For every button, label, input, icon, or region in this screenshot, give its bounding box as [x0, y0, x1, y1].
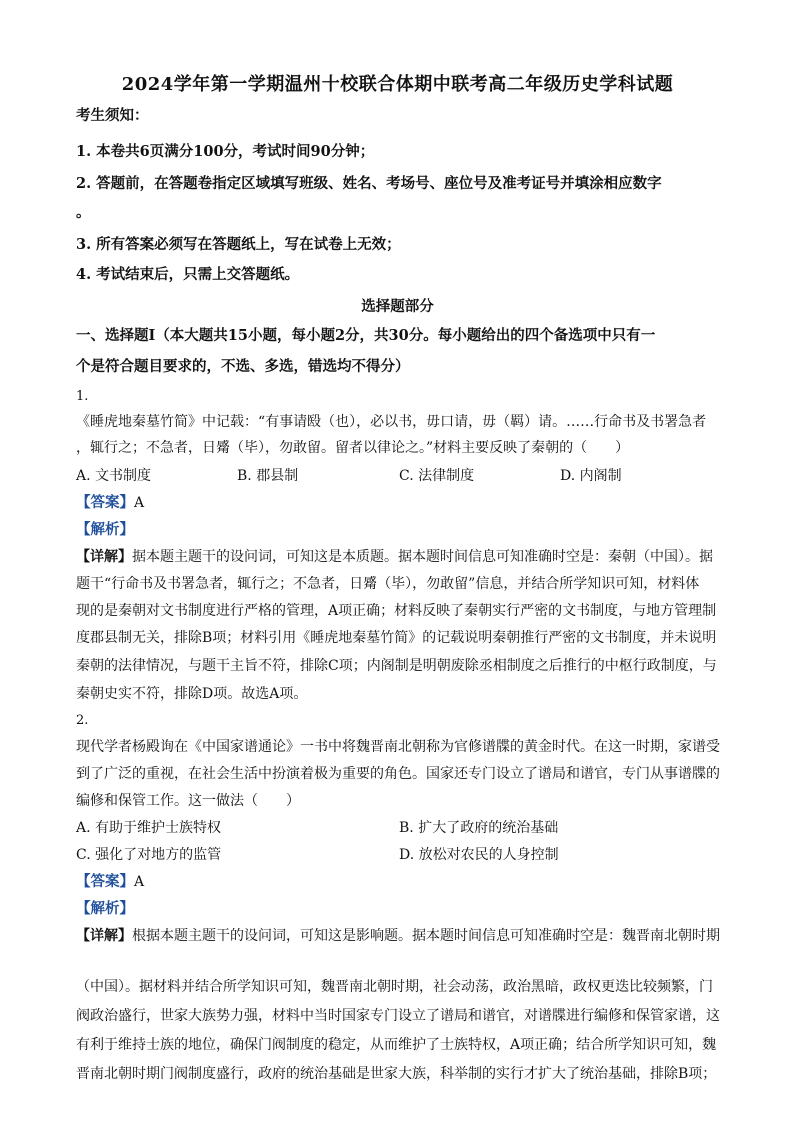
question-2-stem-line-3: 编修和保管工作。这一做法（ ）: [76, 793, 300, 809]
question-1-stem-line-1: 《睡虎地秦墓竹简》中记载：“有事请殹（也），必以书，毋口请，毋（羁）请。……行命书及书署急者: [76, 414, 707, 430]
question-2-number: 2.: [76, 713, 89, 728]
question-2-stem-line-2: 到了广泛的重视，在社会生活中扮演着极为重要的角色。国家还专门设立了谱局和谱官，专门从事谱牒的: [76, 766, 720, 782]
question-1-option-c: C. 法律制度: [399, 468, 475, 484]
question-1-option-a: A. 文书制度: [76, 468, 152, 484]
detail-text: 根据本题主题干的设问词，可知这是影响题。据本题时间信息可知准确时空是：魏晋南北朝时期: [132, 928, 720, 944]
question-2-option-a: A. 有助于维护士族特权: [76, 820, 222, 836]
question-2-analysis-tag: [76, 899, 134, 919]
analysis-tag: 【解析】: [76, 521, 134, 538]
question-1-option-b: B. 郡县制: [237, 468, 299, 484]
answer-tag: 【答案】: [76, 873, 134, 890]
detail-tag: 【详解】: [76, 928, 132, 944]
answer-value: A: [134, 874, 145, 890]
question-1-detail-line-6: 秦朝史实不符，排除D项。故选A项。: [76, 686, 308, 702]
question-1-detail-line-2: 题干“行命书及书署急者，辄行之；不急者，日觱（毕），勿敢留”信息，并结合所学知识可知，材料体: [76, 576, 700, 592]
question-1-detail-line-4: 度郡县制无关，排除B项；材料引用《睡虎地秦墓竹简》的记载说明秦朝推行严密的文书制度，并未说明: [76, 630, 717, 646]
section-instructions-line-2: 个是符合题目要求的，不选、多选，错选均不得分）: [76, 358, 410, 375]
question-1-detail-line-3: 现的是秦朝对文书制度进行严格的管理，A项正确；材料反映了秦朝实行严密的文书制度，与地方管理制: [76, 603, 717, 619]
answer-tag: 【答案】: [76, 494, 134, 511]
question-1-detail-line-5: 秦朝的法律情况，与题干主旨不符，排除C项；内阁制是明朝废除丞相制度之后推行的中枢行政制度，与: [76, 658, 717, 674]
question-2-detail-line-2: （中国）。据材料并结合所学知识可知，魏晋南北朝时期，社会动荡，政治黑暗，政权更迭比较频繁，门: [76, 979, 713, 995]
question-2-detail-line-3: 阀政治盛行，世家大族势力强，材料中当时国家专门设立了谱局和谱官，对谱牒进行编修和保管家谱，这: [76, 1008, 720, 1024]
question-2-option-c: C. 强化了对地方的监管: [76, 847, 222, 863]
section-instructions-line-1: 一、选择题Ⅰ（本大题共15小题，每小题2分，共30分。每小题给出的四个备选项中只有一: [76, 327, 656, 344]
question-1-analysis-tag: [76, 520, 134, 540]
notice-item-2-continued: 。: [76, 204, 91, 221]
question-1-number: 1.: [76, 389, 89, 404]
question-2-detail-line-1: [76, 926, 720, 946]
question-1-detail-line-1: [76, 547, 713, 567]
notice-item-3: 3. 所有答案必须写在答题纸上，写在试卷上无效；: [76, 236, 401, 253]
answer-value: A: [134, 495, 145, 511]
question-2-detail-line-4: 有利于维持士族的地位，确保门阀制度的稳定，从而维护了士族特权，A项正确；结合所学知识可知，魏: [76, 1037, 717, 1053]
page-title: 2024学年第一学期温州十校联合体期中联考高二年级历史学科试题: [121, 74, 674, 95]
notice-item-2: 2. 答题前，在答题卷指定区域填写班级、姓名、考场号、座位号及准考证号并填涂相应数字: [76, 175, 662, 192]
detail-text: 据本题主题干的设问词，可知这是本质题。据本题时间信息可知准确时空是：秦朝（中国）。据: [132, 549, 713, 565]
notice-item-1: 1. 本卷共6页满分100分，考试时间90分钟；: [76, 143, 375, 160]
question-1-answer: [76, 493, 144, 513]
question-1-option-d: D. 内阁制: [560, 468, 622, 484]
detail-tag: 【详解】: [76, 549, 132, 565]
question-2-option-d: D. 放松对农民的人身控制: [399, 847, 559, 863]
question-2-stem-line-1: 现代学者杨殿询在《中国家谱通论》一书中将魏晋南北朝称为官修谱牒的黄金时代。在这一时期，家谱受: [76, 739, 720, 755]
section-title: 选择题部分: [361, 298, 434, 315]
question-2-answer: [76, 872, 144, 892]
question-2-detail-line-5: 晋南北朝时期门阀制度盛行，政府的统治基础是世家大族，科举制的实行才扩大了统治基础，排除B项；: [76, 1066, 717, 1082]
question-2-option-b: B. 扩大了政府的统治基础: [399, 820, 559, 836]
notice-heading: 考生须知：: [76, 107, 149, 124]
analysis-tag: 【解析】: [76, 900, 134, 917]
notice-item-4: 4. 考试结束后，只需上交答题纸。: [76, 266, 300, 283]
question-1-stem-line-2: ，辄行之；不急者，日觱（毕），勿敢留。留者以律论之。”材料主要反映了秦朝的（ ）: [76, 440, 630, 456]
